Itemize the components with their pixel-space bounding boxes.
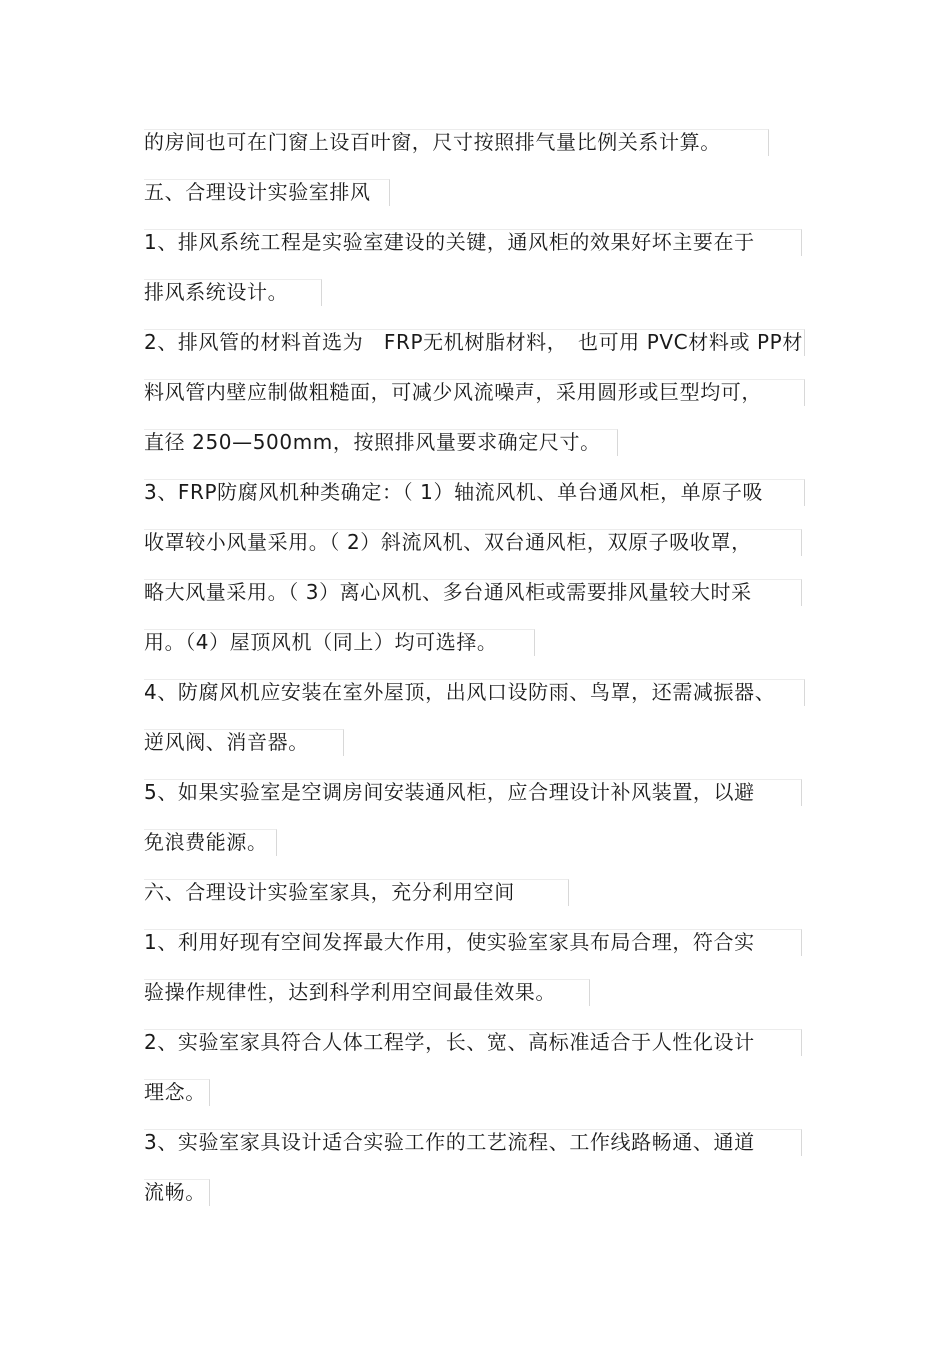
line-text: 免浪费能源。 [144,830,268,854]
line-box [144,729,344,756]
text-line [144,477,763,507]
line-box [144,879,569,906]
line-box [144,1029,802,1056]
line-text: 1、利用好现有空间发挥最大作用，使实验室家具布局合理，符合实 [144,930,755,954]
line-text: 理念。 [144,1080,206,1104]
text-line [144,327,803,357]
line-box [144,1179,210,1206]
line-box [144,1079,210,1106]
line-text: 验操作规律性，达到科学利用空间最佳效果。 [144,980,556,1004]
line-box [144,779,802,806]
section-heading [144,177,371,207]
text-line [144,1077,206,1107]
line-box [144,329,805,356]
text-line [144,1177,206,1207]
line-text: 用。（4）屋顶风机（同上）均可选择。 [144,630,498,654]
line-box [144,379,805,406]
line-box [144,529,802,556]
text-line [144,427,601,457]
line-text: 六、合理设计实验室家具，充分利用空间 [144,880,515,904]
text-line [144,627,498,657]
line-text: 料风管内壁应制做粗糙面，可减少风流噪声，采用圆形或巨型均可， [144,380,762,404]
line-box [144,679,805,706]
line-text: 4、防腐风机应安装在室外屋顶，出风口设防雨、鸟罩，还需减振器、 [144,680,776,704]
line-text: 2、实验室家具符合人体工程学，长、宽、高标准适合于人性化设计 [144,1030,755,1054]
line-text: 排风系统设计。 [144,280,289,304]
line-text: 五、合理设计实验室排风 [144,180,371,204]
line-text: 3、实验室家具设计适合实验工作的工艺流程、工作线路畅通、通道 [144,1130,755,1154]
text-line [144,977,556,1007]
line-box [144,629,535,656]
text-line [144,127,721,157]
text-line [144,927,755,957]
text-line [144,677,775,707]
text-line [144,1027,755,1057]
line-text: 5、如果实验室是空调房间安装通风柜，应合理设计补风装置，以避 [144,780,755,804]
line-text: 1、排风系统工程是实验室建设的关键，通风柜的效果好坏主要在于 [144,230,755,254]
line-box [144,429,618,456]
text-line [144,827,268,857]
line-text: 2、排风管的材料首选为 FRP无机树脂材料， 也可用 PVC材料或 PP材 [144,330,803,354]
line-text: 收罩较小风量采用。（ 2）斜流风机、双台通风柜，双原子吸收罩， [144,530,752,554]
text-line [144,277,288,307]
line-box [144,829,277,856]
line-text: 的房间也可在门窗上设百叶窗，尺寸按照排气量比例关系计算。 [144,130,721,154]
line-text: 3、FRP防腐风机种类确定：（ 1）轴流风机、单台通风柜，单原子吸 [144,480,764,504]
text-line [144,377,762,407]
text-line [144,727,309,757]
line-box [144,179,390,206]
line-text: 流畅。 [144,1180,206,1204]
text-line [144,227,755,257]
line-box [144,1129,802,1156]
line-box [144,979,590,1006]
line-box [144,929,802,956]
text-line [144,1127,755,1157]
line-box [144,229,802,256]
line-box [144,479,805,506]
section-heading [144,877,515,907]
line-text: 直径 250—500mm，按照排风量要求确定尺寸。 [144,430,601,454]
line-box [144,129,769,156]
line-text: 逆风阀、消音器。 [144,730,309,754]
line-text: 略大风量采用。（ 3）离心风机、多台通风柜或需要排风量较大时采 [144,580,752,604]
text-line [144,777,755,807]
text-line [144,527,752,557]
text-line [144,577,752,607]
line-box [144,279,322,306]
line-box [144,579,802,606]
